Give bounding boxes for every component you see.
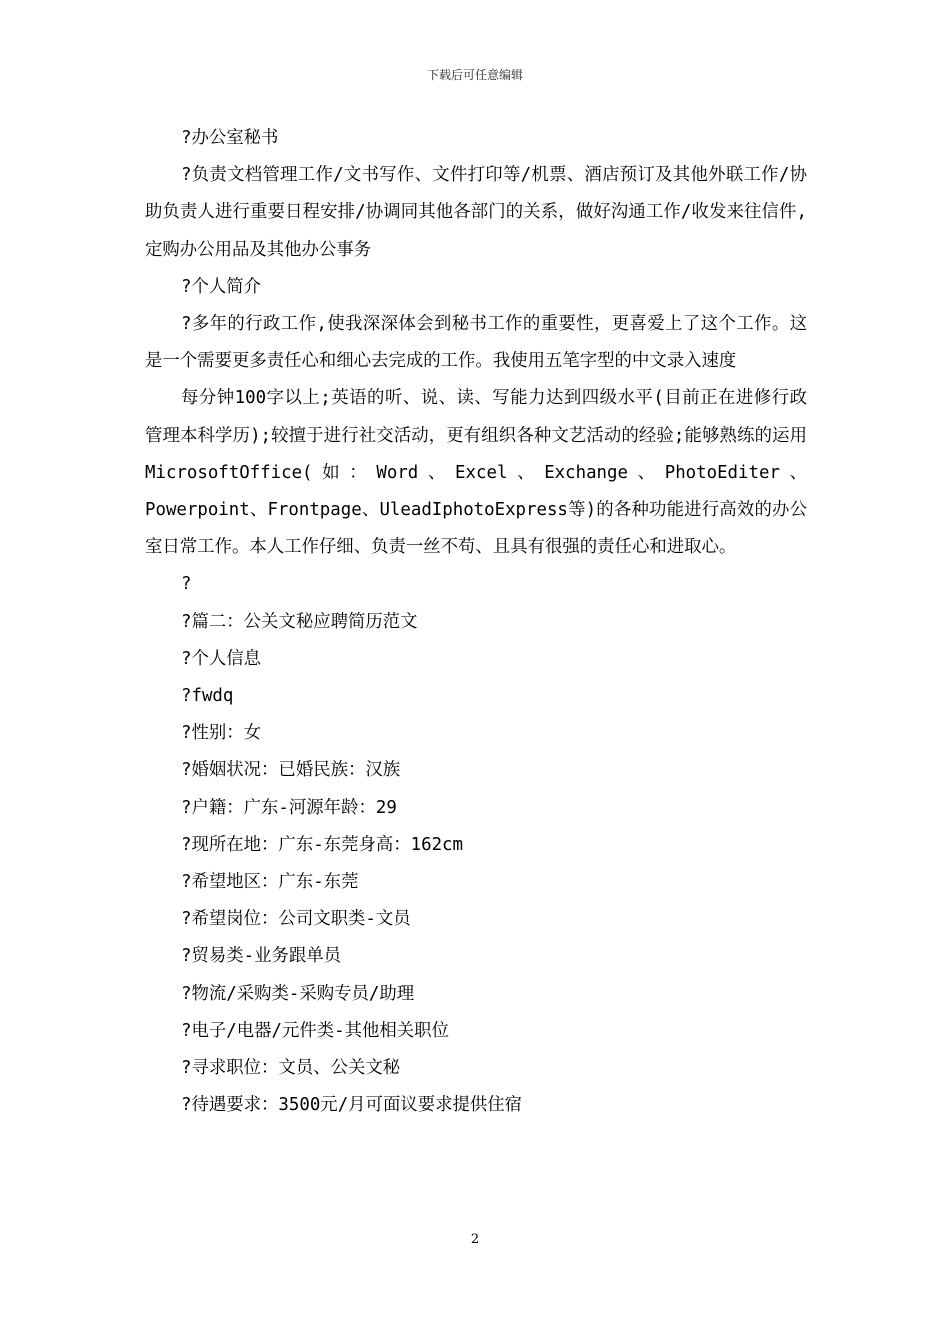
paragraph-position-electronics: ?电子/电器/元件类-其他相关职位 xyxy=(181,1020,449,1041)
paragraph-gender: ?性别：女 xyxy=(181,723,262,744)
paragraph-salary: ?待遇要求：3500元/月可面议要求提供住宿 xyxy=(181,1095,523,1116)
paragraph-desired-position: ?希望岗位：公司文职类-文员 xyxy=(181,909,411,930)
page-number: 2 xyxy=(470,1232,480,1247)
paragraph-hometown-age: ?户籍：广东-河源年龄：29 xyxy=(181,797,397,818)
paragraph-profile-heading: ?个人简介 xyxy=(181,276,262,297)
paragraph-job-duties: ?负责文档管理工作/文书写作、文件打印等/机票、酒店预订及其他外联工作/协助负责人进行重要日程安排/协调同其他各部门的关系，做好沟通工作/收发来往信件,定购办公用品及其他办公事务 xyxy=(145,165,807,260)
paragraph-location-height: ?现所在地：广东-东莞身高：162cm xyxy=(181,834,463,855)
document-body xyxy=(145,120,807,1124)
paragraph-name: ?fwdq xyxy=(181,686,234,707)
paragraph-personal-info-heading: ?个人信息 xyxy=(181,648,262,669)
paragraph-marital-status: ?婚姻状况：已婚民族：汉族 xyxy=(181,760,401,781)
paragraph-job-sought: ?寻求职位：文员、公关文秘 xyxy=(181,1058,401,1079)
paragraph-profile-intro: ?多年的行政工作,使我深深体会到秘书工作的重要性，更喜爱上了这个工作。这是一个需要更多责任心和细心去完成的工作。我使用五笔字型的中文录入速度 xyxy=(145,314,807,372)
paragraph-desired-region: ?希望地区：广东-东莞 xyxy=(181,872,359,893)
paragraph-position-logistics: ?物流/采购类-采购专员/助理 xyxy=(181,983,415,1004)
paragraph-skills: 每分钟100字以上;英语的听、说、读、写能力达到四级水平(目前正在进修行政管理本科学历);较擅于进行社交活动，更有组织各种文艺活动的经验;能够熟练的运用MicrosoftOffice(如：Word、Excel、Exchange、PhotoEditer、Powerpoint、Frontpage、UleadIphotoExpress等)的各种功能进行高效的办公室日常工作。本人工作仔细、负责一丝不苟、且具有很强的责任心和进取心。 xyxy=(145,388,807,558)
paragraph-blank: ? xyxy=(181,574,192,595)
paragraph-position-trade: ?贸易类-业务跟单员 xyxy=(181,946,342,967)
paragraph-section-title: ?办公室秘书 xyxy=(181,128,279,148)
page-header: 下载后可任意编辑 xyxy=(426,68,523,82)
paragraph-article-title: ?篇二：公关文秘应聘简历范文 xyxy=(181,611,418,632)
